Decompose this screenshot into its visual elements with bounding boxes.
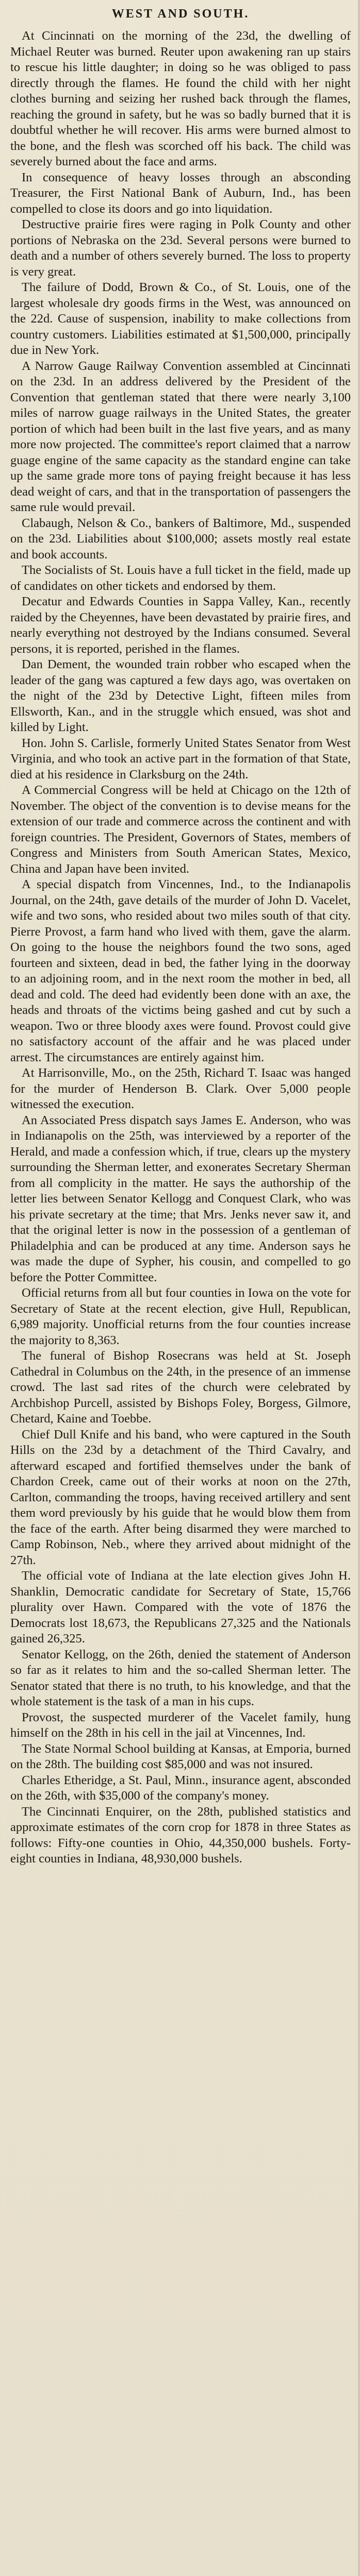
- news-item: A special dispatch from Vincennes, Ind., to the Indianapolis Journal, on the 24th, gave details of the murder of John D. Vacelet, wife and two sons, who resided about two miles south of that city. Pierre Provost, a farm hand who lived with them, gave the alarm. On going to the house the neighbors found the two sons, aged fourteen and sixteen, dead in bed, the father lying in the doorway to an adjoining room, and in the next room the mother in bed, all dead and cold. The deed had evidently been done with an axe, the heads and throats of the victims being gashed and cut by such a weapon. Two or three bloody axes were found. Provost could give no satisfactory account of the affair and he was placed under arrest. The circumstances are entirely against him.: [10, 877, 351, 1064]
- news-item: An Associated Press dispatch says James E. Anderson, who was in Indianapolis on the 25th, was interviewed by a reporter of the Herald, and made a confession which, if true, clears up the mystery surrounding the Sherman letter, and exonerates Secretary Sherman from all complicity in the matter. He says the authorship of the letter lies between Senator Kellogg and Conquest Clark, who was his private secretary at the time; that Mrs. Jenks never saw it, and that the original letter is now in the possession of a gentleman of Philadelphia and can be produced at any time. Anderson says he was made the dupe of Sypher, his cousin, and compelled to go before the Potter Committee.: [10, 1113, 351, 1284]
- news-item: The funeral of Bishop Rosecrans was held at St. Joseph Cathedral in Columbus on the 24th, in the presence of an immense crowd. The last sad rites of the church were celebrated by Archbishop Purcell, assisted by Bishops Foley, Borgess, Gilmore, Chetard, Kaine and Toebbe.: [10, 1349, 351, 1426]
- news-item: Charles Etheridge, a St. Paul, Minn., insurance agent, absconded on the 26th, with $35,000 of the company's money.: [10, 1773, 351, 1803]
- news-item: At Harrisonville, Mo., on the 25th, Richard T. Isaac was hanged for the murder of Henderson B. Clark. Over 5,000 people witnessed the execution.: [10, 1066, 351, 1111]
- news-item: The State Normal School building at Kansas, at Emporia, burned on the 28th. The building cost $85,000 and was not insured.: [10, 1741, 351, 1771]
- news-item: A Narrow Gauge Railway Convention assembled at Cincinnati on the 23d. In an address delivered by the President of the Convention that gentleman stated that there were nearly 3,100 miles of narrow guage railways in the United States, the greater portion of which had been built in the last five years, and as many more now projected. The committee's report claimed that a narrow guage engine of the same capacity as the standard engine can take up the same grade more tons of paying freight because it has less dead weight of cars, and that in the transportation of passengers the same rule would prevail.: [10, 359, 351, 514]
- news-item: The Socialists of St. Louis have a full ticket in the field, made up of candidates on other tickets and endorsed by them.: [10, 563, 351, 593]
- news-item: Official returns from all but four counties in Iowa on the vote for Secretary of State at the recent election, give Hull, Republican, 6,989 majority. Unofficial returns from the four counties increase the majority to 8,363.: [10, 1286, 351, 1347]
- news-item: Chief Dull Knife and his band, who were captured in the South Hills on the 23d by a detachment of the Third Cavalry, and afterward escaped and fortified themselves under the bank of Chardon Creek, came out of their works at noon on the 27th, Carlton, commanding the troops, having received artillery and sent them word previously by his guide that he would blow them from the face of the earth. After being disarmed they were marched to Camp Robinson, Neb., where they arrived about midnight of the 27th.: [10, 1427, 351, 1567]
- news-item: A Commercial Congress will be held at Chicago on the 12th of November. The object of the convention is to devise means for the extension of our trade and commerce across the continent and with foreign countries. The President, Governors of States, members of Congress and Ministers from South American States, Mexico, China and Japan have been invited.: [10, 783, 351, 876]
- article-body: [10, 28, 351, 1867]
- news-item: Hon. John S. Carlisle, formerly United States Senator from West Virginia, and who took an active part in the formation of that State, died at his residence in Clarksburg on the 24th.: [10, 736, 351, 782]
- news-item: Dan Dement, the wounded train robber who escaped when the leader of the gang was captured a few days ago, was overtaken on the night of the 23d by Detective Light, fifteen miles from Ellsworth, Kan., and in the struggle which ensued, was shot and killed by Light.: [10, 657, 351, 734]
- news-item: Decatur and Edwards Counties in Sappa Valley, Kan., recently raided by the Cheyennes, have been devastated by prairie fires, and nearly everything not destroyed by the Indians consumed. Several persons, it is reported, perished in the flames.: [10, 595, 351, 656]
- news-item: The official vote of Indiana at the late election gives John H. Shanklin, Democratic candidate for Secretary of State, 15,766 plurality over Hawn. Compared with the vote of 1876 the Democrats lost 18,673, the Republicans 27,325 and the Nationals gained 26,325.: [10, 1569, 351, 1646]
- news-item: Destructive prairie fires were raging in Polk County and other portions of Nebraska on the 23d. Several persons were burned to death and a number of others severely burned. The loss to property is very great.: [10, 217, 351, 279]
- news-item: The Cincinnati Enquirer, on the 28th, published statistics and approximate estimates of the corn crop for 1878 in three States as follows: Fifty-one counties in Ohio, 44,350,000 bushels. Forty-eight counties in Indiana, 48,930,000 bushels.: [10, 1804, 351, 1866]
- news-item: Senator Kellogg, on the 26th, denied the statement of Anderson so far as it relates to him and the so-called Sherman letter. The Senator stated that there is no truth, to his knowledge, and that the whole statement is the task of a man in his cups.: [10, 1647, 351, 1708]
- news-item: The failure of Dodd, Brown & Co., of St. Louis, one of the largest wholesale dry goods firms in the West, was announced on the 22d. Cause of suspension, inability to make collections from country customers. Liabilities estimated at $1,500,000, principally due in New York.: [10, 280, 351, 357]
- news-item: In consequence of heavy losses through an absconding Treasurer, the First National Bank of Auburn, Ind., has been compelled to close its doors and go into liquidation.: [10, 170, 351, 216]
- section-headline: WEST AND SOUTH.: [111, 7, 250, 21]
- news-item: At Cincinnati on the morning of the 23d, the dwelling of Michael Reuter was burned. Reuter upon awakening ran up stairs to rescue his little daughter; in doing so he was obliged to pass directly through the flames. He found the child with her night clothes burning and seizing her rushed back through the flames, reaching the ground in safety, but he was so badly burned that it is doubtful whether he will recover. His arms were burned almost to the bone, and the flesh was scorched off his back. The child was severely burned about the face and arms.: [10, 29, 351, 168]
- news-item: Provost, the suspected murderer of the Vacelet family, hung himself on the 28th in his cell in the jail at Vincennes, Ind.: [10, 1710, 351, 1740]
- column-edge: [358, 0, 360, 2576]
- news-item: Clabaugh, Nelson & Co., bankers of Baltimore, Md., suspended on the 23d. Liabilities about $100,000; assets mostly real estate and book accounts.: [10, 516, 351, 562]
